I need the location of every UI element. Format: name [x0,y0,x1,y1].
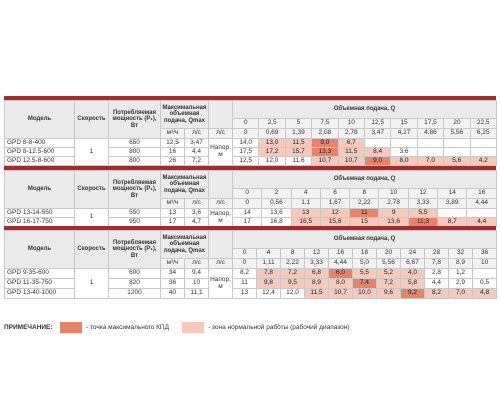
flow-m3h-cell: 12,5 [364,119,390,129]
head-cell: 12,0 [281,289,305,299]
table-row [5,209,497,218]
head-cell: 7,2 [377,279,401,289]
qmax-m3h-cell: 40 [161,289,185,299]
head-cell: 6,0 [329,269,353,279]
power-cell: 600 [109,269,161,279]
qmax-m3h-cell: 17 [161,218,185,227]
head-label: Напор, м [209,269,233,299]
head-cell: 10,7 [338,157,364,166]
qmax-m3h-cell: 34 [161,269,185,279]
qmax-ls-cell: 10 [185,279,209,289]
legend [4,321,496,335]
flow-ls-cell: 2,22 [350,199,379,209]
model-cell: GPD 13-14-550 [5,209,75,218]
table-row [5,269,497,279]
flow-m3h-cell: 5 [285,119,311,129]
qmax-m3h-cell: 13 [161,209,185,218]
head-cell: 9,6 [377,289,401,299]
head-label: Напор, м [209,209,233,227]
head-cell: 5,8 [401,279,425,289]
col-header-flow: Объемная подача, Q [233,171,497,189]
flow-ls-cell: 0 [233,259,257,269]
unit-m3h: м³/ч [161,259,185,269]
head-cell: 8,0 [391,157,417,166]
head-cell: 6,7 [338,139,364,148]
flow-ls-cell: 5,0 [353,259,377,269]
flow-m3h-cell: 15 [391,119,417,129]
model-cell: GPD 12.5-8-600 [5,157,75,166]
head-cell: 10,0 [353,289,377,299]
flow-ls-cell: 1,1 [291,199,320,209]
flow-m3h-cell: 20 [444,119,470,129]
pump-table-1 [4,100,497,166]
head-cell: 15,8 [320,218,349,227]
head-cell [417,148,443,157]
head-cell [444,139,470,148]
flow-m3h-cell: 10 [338,119,364,129]
header-spacer [209,101,233,129]
head-cell: 5,5 [408,209,437,218]
flow-m3h-cell: 18 [353,249,377,259]
flow-ls-cell: 0 [233,129,259,139]
flow-ls-cell: 0,56 [262,199,291,209]
flow-ls-cell: 6,25 [470,129,496,139]
head-cell: 13 [233,289,257,299]
head-cell [470,139,496,148]
head-cell: 11,5 [285,139,311,148]
qmax-ls-cell: 3,47 [185,139,209,148]
head-cell: 11,3 [408,218,437,227]
head-cell [438,209,467,218]
col-header-speed: Скорость [75,171,109,209]
speed-cell: 1 [75,269,109,299]
head-cell: 7,4 [353,279,377,289]
head-cell: 4,8 [473,289,497,299]
unit-ls: л/с [185,199,209,209]
power-cell: 800 [109,148,161,157]
flow-ls-cell: 3,33 [408,199,437,209]
head-cell [364,139,390,148]
speed-cell: 1 [75,139,109,166]
power-cell: 550 [109,209,161,218]
head-cell: 8,2 [233,269,257,279]
head-cell: 15,7 [285,148,311,157]
col-header-speed: Скорость [75,231,109,269]
pump-table-3 [4,230,497,299]
head-cell: 9,5 [281,279,305,289]
flow-m3h-cell: 20 [377,249,401,259]
flow-m3h-cell: 22,5 [470,119,496,129]
qmax-m3h-cell: 12,5 [161,139,185,148]
col-header-max-flow: Максимальная объемная подача, Qmax [161,231,209,259]
head-cell: 11 [233,279,257,289]
unit-ls: л/с [209,199,233,209]
head-cell: 13,6 [262,209,291,218]
head-cell: 7,0 [417,157,443,166]
head-cell: 12 [320,209,349,218]
model-cell: GPD 9-35-600 [5,269,75,279]
head-cell: 17,2 [259,148,285,157]
col-header-flow: Объемная подача, Q [233,231,497,249]
head-cell: 9,2 [401,289,425,299]
head-cell: 13,6 [379,218,408,227]
col-header-model: Модель [5,231,75,269]
flow-m3h-cell: 2 [262,189,291,199]
head-cell: 8,0 [329,279,353,289]
qmax-ls-cell: 11,1 [185,289,209,299]
speed-cell: 1 [75,209,109,227]
flow-m3h-cell: 6 [320,189,349,199]
head-cell: 12,4 [257,289,281,299]
flow-m3h-cell: 8 [281,249,305,259]
pump-table-2 [4,170,497,227]
head-cell: 17 [233,218,262,227]
power-cell: 800 [109,157,161,166]
head-cell: 2,9 [449,279,473,289]
head-cell: 4,2 [470,157,496,166]
col-header-power: Потребляемая мощность (P₁), Вт [109,231,161,269]
flow-m3h-cell: 10 [379,189,408,199]
header-spacer [209,231,233,259]
flow-m3h-cell: 0 [233,249,257,259]
unit-ls: л/с [185,259,209,269]
qmax-ls-cell: 4,7 [185,218,209,227]
legend-title: ПРИМЕЧАНИЕ: [4,324,53,331]
flow-m3h-cell: 36 [473,249,497,259]
head-cell: 8,4 [364,148,390,157]
power-cell: 820 [109,279,161,289]
unit-ls: л/с [209,129,233,139]
head-cell: 13 [291,209,320,218]
head-cell: 7,0 [449,289,473,299]
col-header-power: Потребляемая мощность (P₁), Вт [109,171,161,209]
flow-m3h-cell: 7,5 [312,119,338,129]
power-cell: 650 [109,139,161,148]
head-cell: 14,0 [233,139,259,148]
head-label: Напор, м [209,139,233,166]
head-cell: 9,8 [257,279,281,289]
flow-ls-cell: 1,11 [257,259,281,269]
flow-m3h-cell: 4 [257,249,281,259]
qmax-m3h-cell: 36 [161,279,185,289]
col-header-model: Модель [5,171,75,209]
model-cell: GPD 16-17-750 [5,218,75,227]
legend-label-peak: - точка максимального КПД [86,324,169,331]
unit-m3h: м³/ч [161,199,185,209]
flow-ls-cell: 1,67 [320,199,349,209]
pump-table-section-2 [4,166,496,226]
flow-m3h-cell: 17,5 [417,119,443,129]
flow-ls-cell: 1,39 [285,129,311,139]
flow-ls-cell: 2,78 [379,199,408,209]
qmax-m3h-cell: 16 [161,148,185,157]
head-cell: 10,7 [312,157,338,166]
head-cell: 16,5 [291,218,320,227]
col-header-model: Модель [5,101,75,139]
head-cell: 4,4 [425,279,449,289]
flow-m3h-cell: 32 [449,249,473,259]
flow-ls-cell: 2,08 [312,129,338,139]
pump-table-section-3 [4,226,496,316]
head-cell [391,139,417,148]
head-cell [417,139,443,148]
head-cell: 4,4 [467,218,497,227]
head-cell: 6,8 [305,269,329,279]
head-cell: 9,0 [364,157,390,166]
head-cell [470,148,496,157]
model-cell: GPD 8-8-400 [5,139,75,148]
flow-ls-cell: 7,8 [425,259,449,269]
flow-m3h-cell: 0 [233,189,262,199]
flow-m3h-cell: 24 [401,249,425,259]
pump-table-section-1 [4,96,496,166]
legend-swatch-peak [60,322,82,333]
head-cell: 4,0 [401,269,425,279]
head-cell: 11 [350,209,379,218]
head-cell: 5,6 [444,157,470,166]
flow-ls-cell: 2,78 [338,129,364,139]
flow-m3h-cell: 16 [467,189,497,199]
unit-ls: л/с [209,259,233,269]
head-cell: 17,5 [233,148,259,157]
head-cell: 14 [233,209,262,218]
head-cell [444,148,470,157]
head-cell [467,209,497,218]
flow-ls-cell: 2,22 [281,259,305,269]
flow-m3h-cell: 12 [305,249,329,259]
flow-m3h-cell: 14 [438,189,467,199]
head-cell: 3,6 [391,148,417,157]
head-cell: 11,5 [305,289,329,299]
qmax-ls-cell: 3,6 [185,209,209,218]
flow-m3h-cell: 16 [329,249,353,259]
head-cell: 1,2 [449,269,473,279]
header-spacer [209,171,233,199]
head-cell: 9,0 [312,139,338,148]
unit-m3h: м³/ч [161,129,185,139]
head-cell [473,269,497,279]
flow-ls-cell: 0 [233,199,262,209]
qmax-ls-cell: 7,2 [185,157,209,166]
col-header-max-flow: Максимальная объемная подача, Qmax [161,171,209,199]
col-header-max-flow: Максимальная объемная подача, Qmax [161,101,209,129]
head-cell: 12,5 [233,157,259,166]
flow-ls-cell: 5,56 [444,129,470,139]
flow-ls-cell: 4,44 [329,259,353,269]
col-header-flow: Объемная подача, Q [233,101,497,119]
flow-ls-cell: 5,56 [377,259,401,269]
flow-m3h-cell: 28 [425,249,449,259]
flow-ls-cell: 4,86 [417,129,443,139]
flow-m3h-cell: 4 [291,189,320,199]
flow-ls-cell: 10 [473,259,497,269]
head-cell: 16,8 [262,218,291,227]
table-row [5,139,497,148]
flow-ls-cell: 8,9 [449,259,473,269]
qmax-ls-cell: 9,4 [185,269,209,279]
flow-m3h-cell: 8 [350,189,379,199]
head-cell: 15 [350,218,379,227]
model-cell: GPD 13-40-1000 [5,289,75,299]
head-cell: 0,5 [473,279,497,289]
flow-ls-cell: 4,44 [467,199,497,209]
head-cell: 8,7 [438,218,467,227]
qmax-m3h-cell: 26 [161,157,185,166]
col-header-speed: Скорость [75,101,109,139]
head-cell: 11,6 [285,157,311,166]
head-cell: 7,8 [257,269,281,279]
legend-swatch-normal [182,322,204,333]
head-cell: 11,5 [338,148,364,157]
head-cell: 9 [379,209,408,218]
head-cell: 12,0 [259,157,285,166]
head-cell: 10,7 [329,289,353,299]
head-cell: 8,9 [305,279,329,289]
flow-m3h-cell: 0 [233,119,259,129]
unit-ls: л/с [185,129,209,139]
model-cell: GPD 8-12.5-600 [5,148,75,157]
head-cell: 8,2 [425,289,449,299]
power-cell: 950 [109,218,161,227]
flow-ls-cell: 4,17 [391,129,417,139]
head-cell: 13,3 [312,148,338,157]
power-cell: 1200 [109,289,161,299]
flow-ls-cell: 3,89 [438,199,467,209]
head-cell: 13,0 [259,139,285,148]
model-cell: GPD 11-35-750 [5,279,75,289]
flow-m3h-cell: 12 [408,189,437,199]
head-cell: 7,2 [281,269,305,279]
legend-label-normal: - зона нормальной работы (рабочий диапазон) [208,324,350,331]
head-cell: 2,8 [425,269,449,279]
head-cell: 5,2 [377,269,401,279]
flow-ls-cell: 3,33 [305,259,329,269]
flow-ls-cell: 0,69 [259,129,285,139]
qmax-ls-cell: 4,4 [185,148,209,157]
flow-ls-cell: 3,47 [364,129,390,139]
col-header-power: Потребляемая мощность (P₁), Вт [109,101,161,139]
head-cell: 5,5 [353,269,377,279]
flow-ls-cell: 6,67 [401,259,425,269]
flow-m3h-cell: 2,5 [259,119,285,129]
